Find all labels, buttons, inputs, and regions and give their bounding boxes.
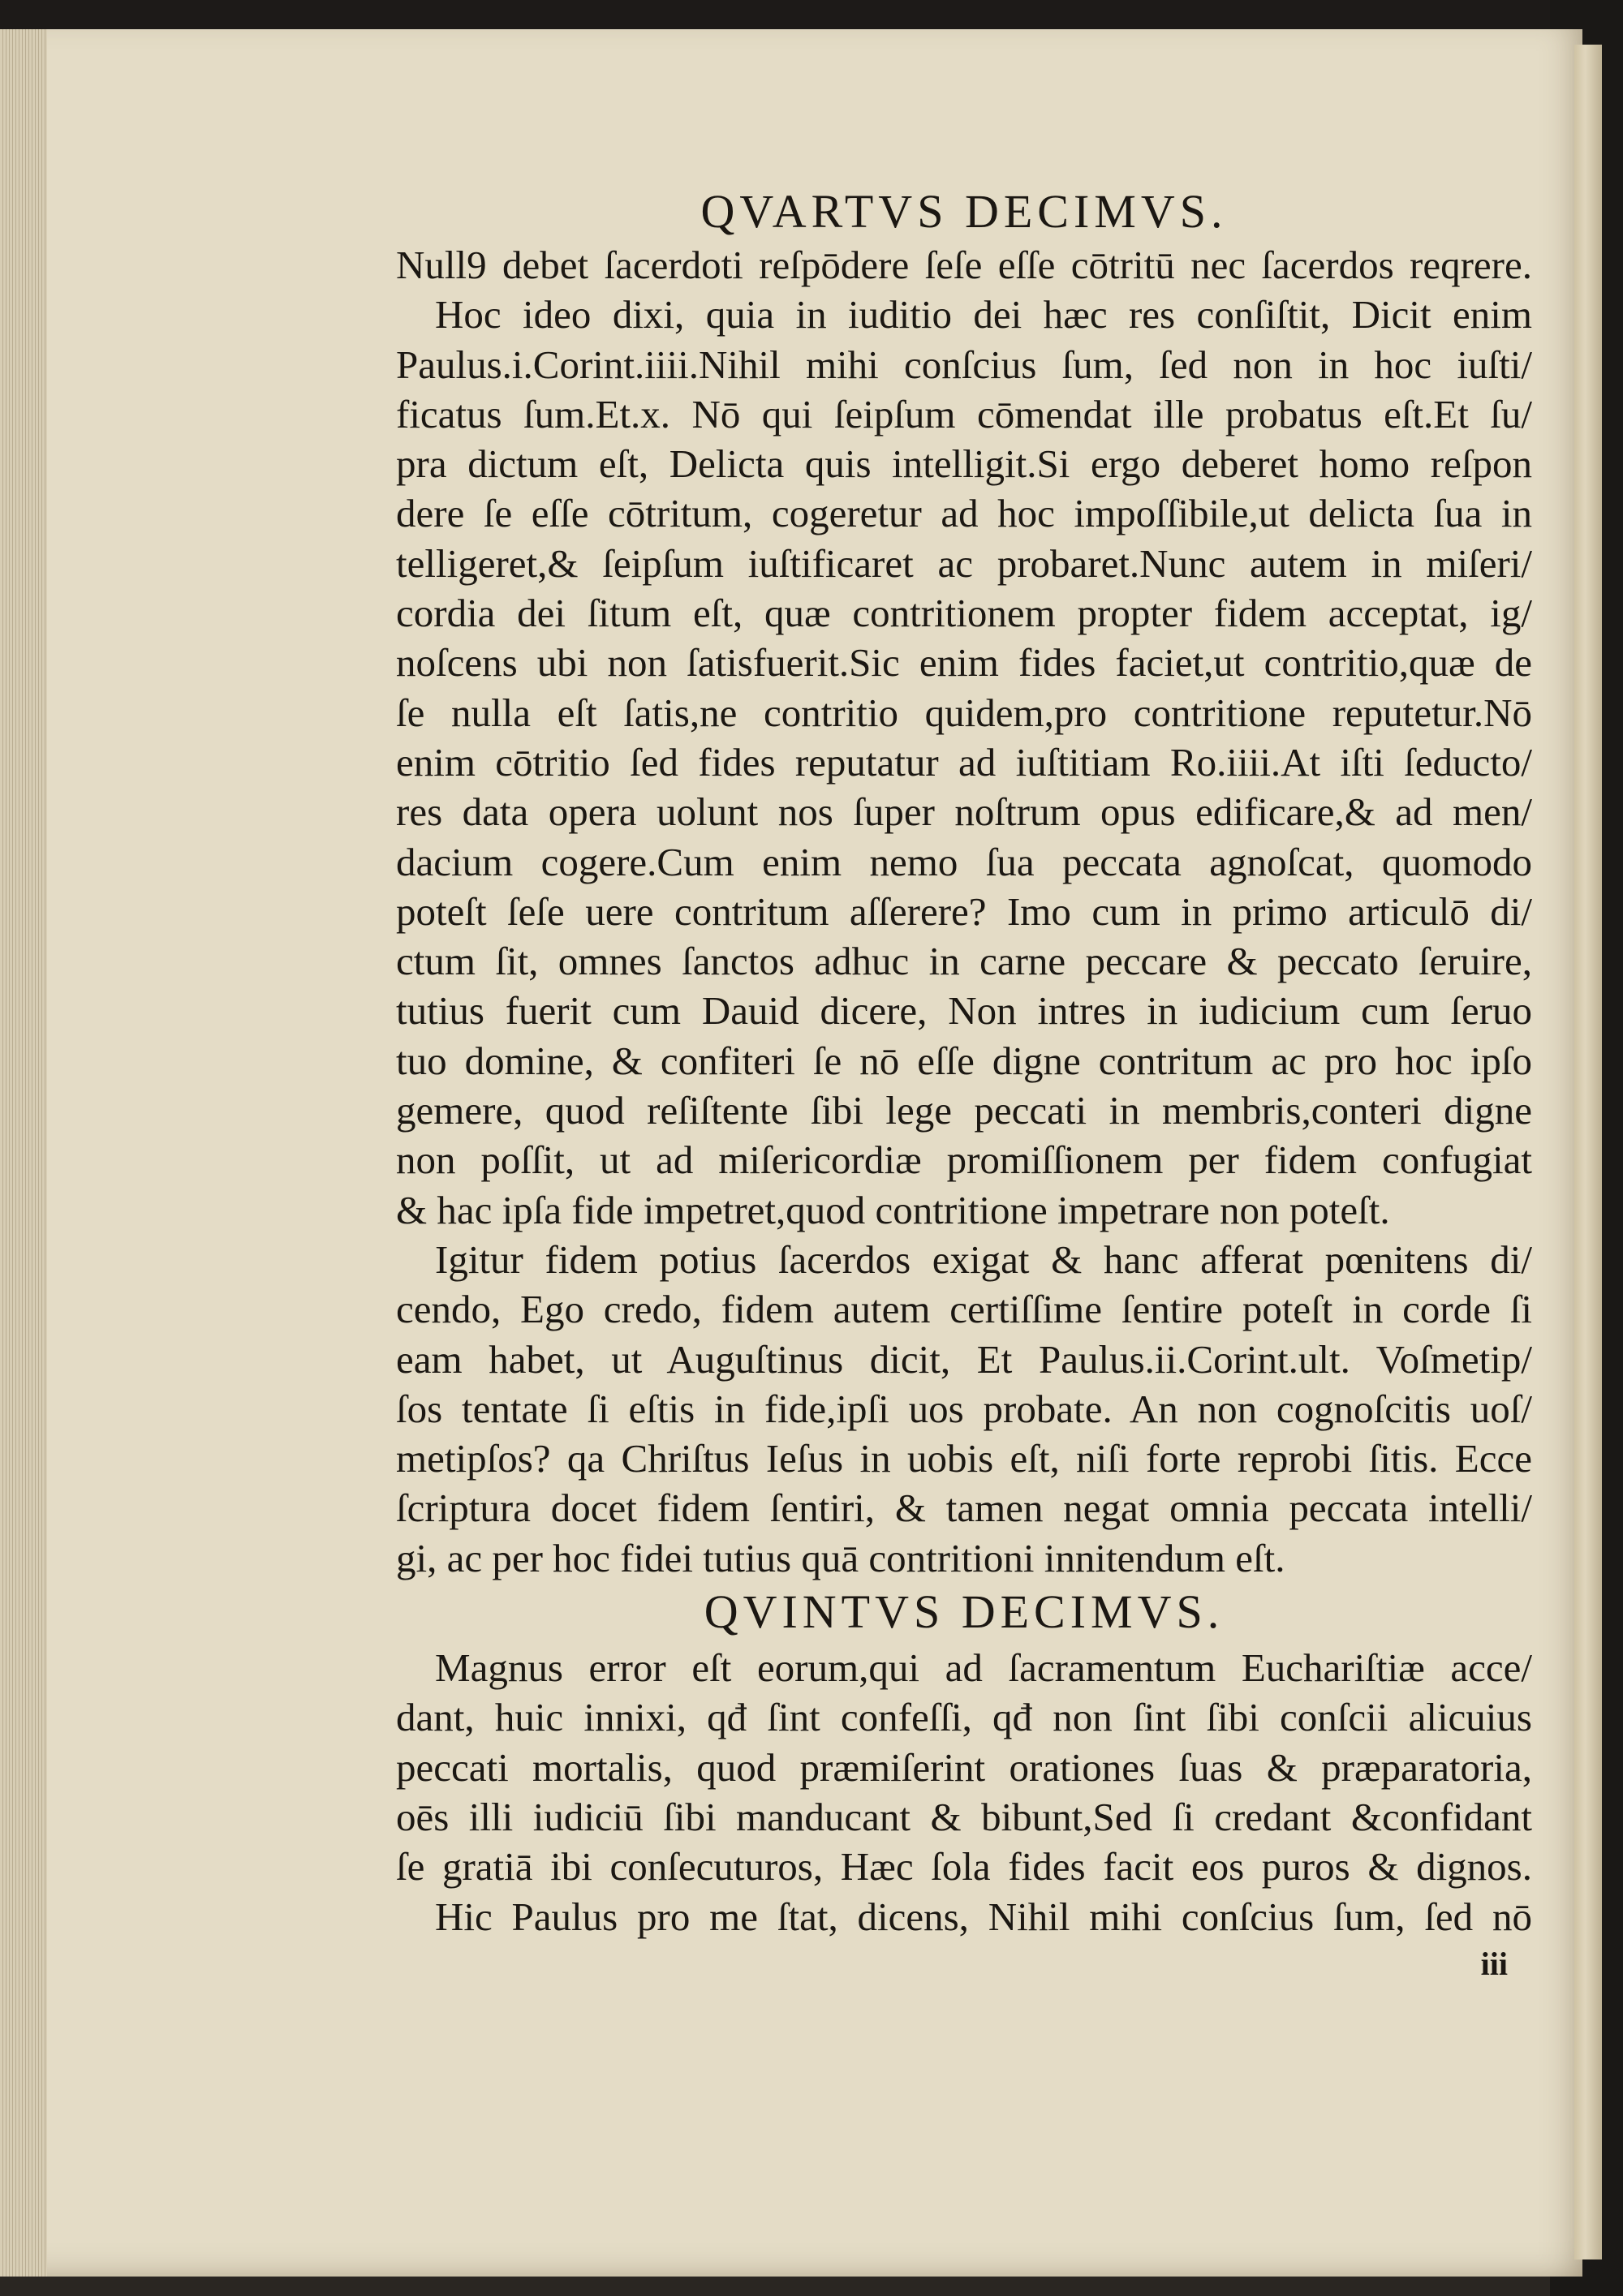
text-line: eam habet, ut Auguſtinus dicit, Et Paulus.ii.Corint.ult. Voſmetip/	[396, 1336, 1532, 1382]
page-edge-stack	[0, 29, 47, 2277]
text-line: dacium cogere.Cum enim nemo ſua peccata agnoſcat, quomodo	[396, 839, 1532, 884]
text-line: ſe nulla eſt ſatis,ne contritio quidem,pro contritione reputetur.Nō	[396, 690, 1532, 735]
text-line: telligeret,& ſeipſum iuſtificaret ac probaret.Nunc autem in miſeri/	[396, 540, 1532, 586]
text-line: Null9 debet ſacerdoti reſpōdere ſeſe eſſe cōtritū nec ſacerdos reqrere.	[396, 243, 1532, 287]
text-line: ſe gratiā ibi conſecuturos, Hæc ſola fides facit eos puros & dignos.	[396, 1844, 1532, 1890]
text-line: Igitur fidem potius ſacerdos exigat & hanc afferat pœnitens di/	[435, 1236, 1532, 1282]
text-line: gi, ac per hoc fidei tutius quā contritioni innitendum eſt.	[396, 1535, 1285, 1580]
text-line: metipſos? qa Chriſtus Ieſus in uobis eſt, niſi forte reprobi ſitis. Ecce	[396, 1436, 1532, 1481]
text-line: Hoc ideo dixi, quia in iuditio dei hæc res conſiſtit, Dicit enim	[435, 292, 1532, 338]
text-line: dant, huic innixi, qđ ſint confeſſi, qđ non ſint ſibi conſcii alicuius	[396, 1695, 1532, 1740]
text-line: ficatus ſum.Et.x. Nō qui ſeipſum cōmendat ille probatus eſt.Et ſu/	[396, 391, 1532, 436]
text-line: peccati mortalis, quod præmiſerint orationes ſuas & præparatoria,	[396, 1744, 1532, 1790]
text-line: noſcens ubi non ſatisfuerit.Sic enim fides faciet,ut contritio,quæ de	[396, 640, 1532, 686]
text-line: tuo domine, & confiteri ſe nō eſſe digne contritum ac pro hoc ipſo	[396, 1038, 1532, 1083]
text-line: Hic Paulus pro me ſtat, dicens, Nihil mihi conſcius ſum, ſed nō	[435, 1894, 1532, 1939]
text-line: res data opera uolunt nos ſuper noſtrum opus edificare,& ad men/	[396, 789, 1532, 835]
text-line: Paulus.i.Corint.iiii.Nihil mihi conſcius ſum, ſed non in hoc iuſti/	[396, 342, 1532, 387]
text-line: enim cōtritio ſed fides reputatur ad iuſtitiam Ro.iiii.At iſti ſeducto/	[396, 739, 1532, 785]
text-line: Magnus error eſt eorum,qui ad ſacramentum Euchariſtiæ acce/	[435, 1645, 1532, 1691]
text-line: cendo, Ego credo, fidem autem certiſſime ſentire poteſt in corde ſi	[396, 1287, 1532, 1332]
text-line: oēs illi iudiciū ſibi manducant & bibunt,Sed ſi credant &confidant	[396, 1794, 1532, 1839]
text-line: dere ſe eſſe cōtritum, cogeretur ad hoc impoſſibile,ut delicta ſua in	[396, 491, 1532, 536]
text-line: cordia dei ſitum eſt, quæ contritionem propter fidem acceptat, ig/	[396, 591, 1532, 636]
text-line: gemere, quod reſiſtente ſibi lege peccati in membris,conteri digne	[396, 1088, 1532, 1133]
facing-page-edge	[1574, 45, 1602, 2259]
folio-signature: iii	[1480, 1945, 1508, 1982]
section-heading-quintus: QVINTVS DECIMVS.	[704, 1585, 1225, 1639]
text-line: poteſt ſeſe uere contritum aſſerere? Imo cum in primo articulō di/	[396, 888, 1532, 934]
text-line: & hac ipſa fide impetret,quod contritione impetrare non poteſt.	[396, 1187, 1390, 1232]
text-line: ſos tentate ſi eſtis in fide,ipſi uos probate. An non cognoſcitis uoſ/	[396, 1386, 1532, 1431]
text-block	[396, 185, 1532, 1987]
text-line: pra dictum eſt, Delicta quis intelligit.Si ergo deberet homo reſpon	[396, 441, 1532, 487]
text-line: ſcriptura docet fidem ſentiri, & tamen negat omnia peccata intelli/	[396, 1486, 1532, 1531]
text-line: non poſſit, ut ad miſericordiæ promiſſionem per fidem confugiat	[396, 1137, 1532, 1183]
text-line: ctum ſit, omnes ſanctos adhuc in carne peccare & peccato ſeruire,	[396, 939, 1532, 984]
text-line: tutius fuerit cum Dauid dicere, Non intres in iudicium cum ſeruo	[396, 988, 1532, 1034]
section-heading-quartus: QVARTVS DECIMVS.	[700, 185, 1228, 238]
